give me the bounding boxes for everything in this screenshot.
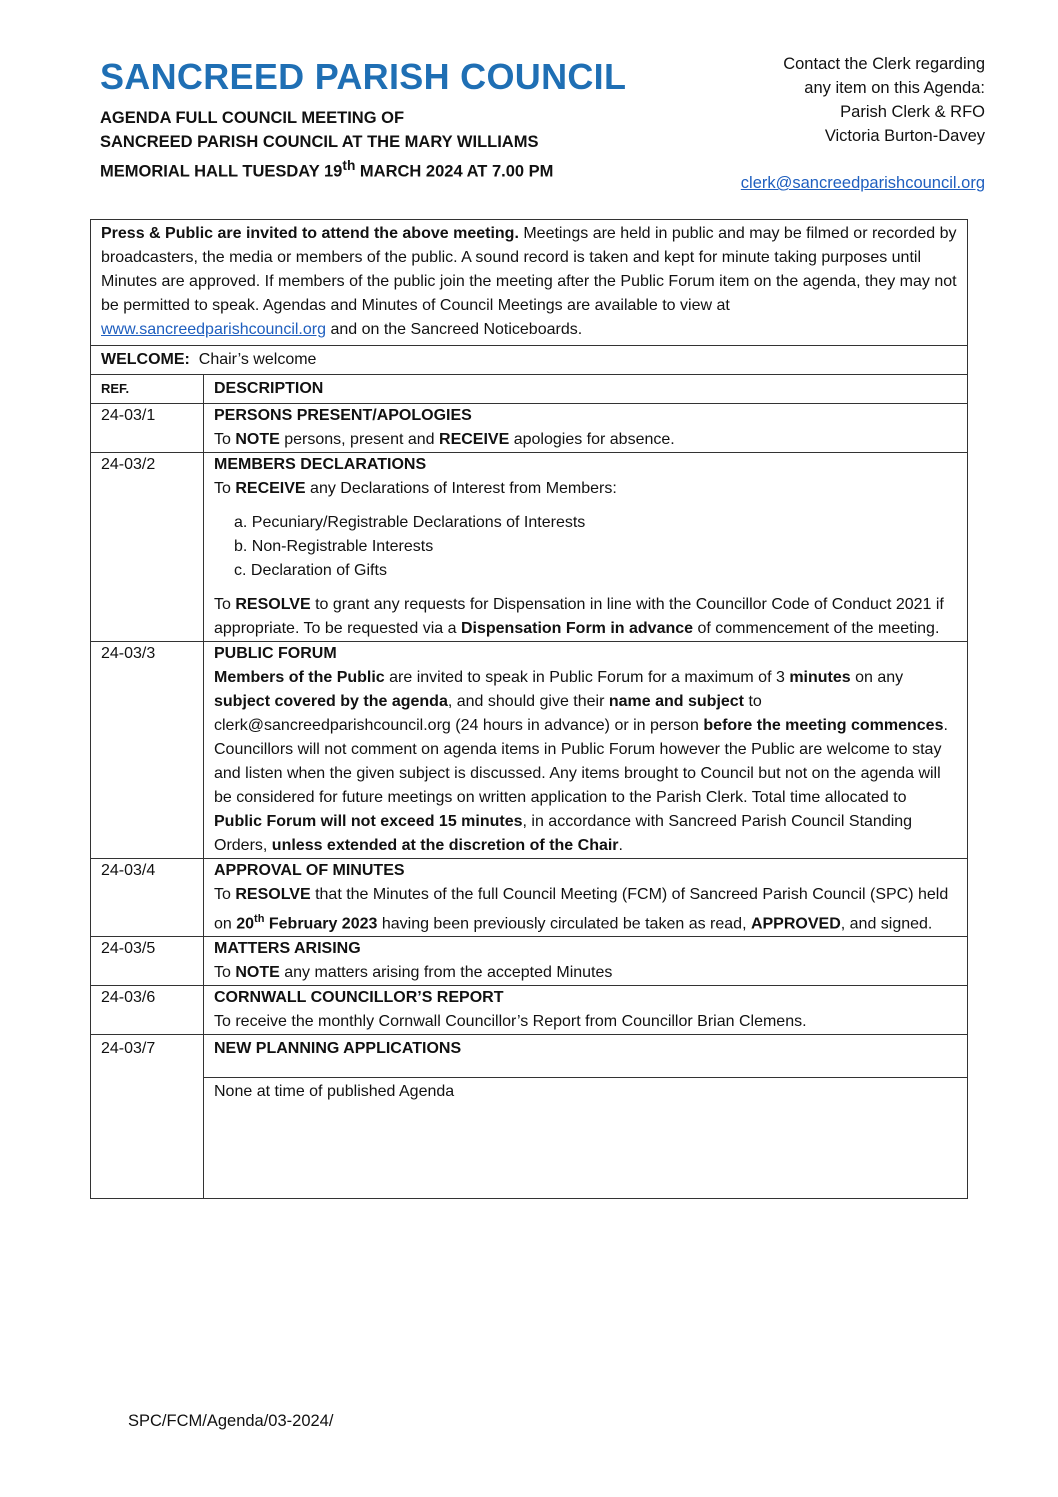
welcome-text: Chair’s welcome bbox=[198, 351, 317, 368]
meeting-subtitle bbox=[100, 107, 660, 184]
item-title: NEW PLANNING APPLICATIONS bbox=[214, 1040, 462, 1058]
agenda-item-row bbox=[91, 859, 968, 937]
item-text: None at time of published Agenda bbox=[204, 1078, 968, 1199]
item-text: To RESOLVE that the Minutes of the full Council Meeting (FCM) of Sancreed Parish Council (SPC) held on 20th February 2023 having been previously circulated be taken as read, APPROVED, and signed. bbox=[214, 886, 949, 933]
subtitle-line: SANCREED PARISH COUNCIL AT THE MARY WILLIAMS bbox=[100, 132, 539, 151]
subtitle-line: AGENDA FULL COUNCIL MEETING OF bbox=[100, 109, 405, 127]
agenda-item-row bbox=[91, 986, 968, 1035]
page-title: SANCREED PARISH COUNCIL bbox=[100, 56, 627, 97]
website-link[interactable]: www.sancreedparishcouncil.org bbox=[101, 321, 326, 338]
item-ref: 24-03/6 bbox=[91, 986, 204, 1035]
item-ref: 24-03/7 bbox=[91, 1035, 204, 1199]
description-header: DESCRIPTION bbox=[204, 375, 968, 404]
item-description bbox=[204, 986, 968, 1035]
declarations-list bbox=[234, 511, 957, 583]
intro-row bbox=[91, 220, 968, 346]
item-description bbox=[204, 404, 968, 453]
item-ref: 24-03/4 bbox=[91, 859, 204, 937]
item-description bbox=[204, 859, 968, 937]
item-ref: 24-03/1 bbox=[91, 404, 204, 453]
subtitle-text: MEMORIAL HALL TUESDAY 19 bbox=[100, 162, 343, 181]
item-title: MEMBERS DECLARATIONS bbox=[214, 456, 427, 473]
welcome-label: WELCOME: bbox=[101, 351, 190, 368]
agenda-item-row bbox=[91, 642, 968, 859]
agenda-item-row bbox=[91, 404, 968, 453]
item-title: CORNWALL COUNCILLOR’S REPORT bbox=[214, 989, 504, 1007]
agenda-item-row bbox=[91, 937, 968, 986]
contact-block bbox=[741, 52, 985, 195]
ref-header: REF. bbox=[91, 375, 204, 404]
list-item: a. Pecuniary/Registrable Declarations of Interests bbox=[234, 514, 586, 531]
document-reference: SPC/FCM/Agenda/03-2024/ bbox=[128, 1412, 334, 1430]
item-text: To NOTE persons, present and RECEIVE apologies for absence. bbox=[214, 431, 675, 448]
agenda-table bbox=[90, 219, 968, 1199]
item-text: To RESOLVE to grant any requests for Dispensation in line with the Councillor Code of Conduct 2021 if appropriate. To be requested via a Dispensation Form in advance of commencement of the meeting. bbox=[214, 596, 944, 637]
clerk-email-link[interactable]: clerk@sancreedparishcouncil.org bbox=[740, 174, 985, 192]
item-text: To RECEIVE any Declarations of Interest from Members: bbox=[214, 480, 617, 497]
subtitle-line bbox=[100, 154, 660, 184]
contact-line: Victoria Burton-Davey bbox=[824, 127, 985, 145]
contact-line: any item on this Agenda: bbox=[804, 79, 985, 97]
contact-line: Contact the Clerk regarding bbox=[783, 55, 985, 73]
ordinal-suffix: th bbox=[342, 158, 356, 173]
item-title: PUBLIC FORUM bbox=[214, 645, 337, 662]
item-ref: 24-03/5 bbox=[91, 937, 204, 986]
intro-body: and on the Sancreed Noticeboards. bbox=[326, 321, 583, 338]
item-title-cell bbox=[204, 1035, 968, 1078]
item-title: APPROVAL OF MINUTES bbox=[214, 862, 405, 879]
item-text: Members of the Public are invited to speak in Public Forum for a maximum of 3 minutes on any subject covered by the agenda, and should give their name and subject to clerk@sancreedparishcouncil.org (24 hours in advance) or in person before the meeting commences. Councillors will not comment on agenda items in Public Forum however the Public are welcome to stay and listen when the given subject is discussed. Any items brought to Council but not on the agenda will be considered for future meetings on written application to the Parish Clerk. Total time allocated to Public Forum will not exceed 15 minutes, in accordance with Sancreed Parish Council Standing Orders, unless extended at the discretion of the Chair. bbox=[214, 669, 948, 854]
item-text: To receive the monthly Cornwall Councillor’s Report from Councillor Brian Clemens. bbox=[214, 1013, 807, 1031]
list-item: c. Declaration of Gifts bbox=[234, 562, 387, 579]
contact-line: Parish Clerk & RFO bbox=[840, 103, 985, 121]
subtitle-text: MARCH 2024 AT 7.00 PM bbox=[355, 162, 554, 181]
item-title: PERSONS PRESENT/APOLOGIES bbox=[214, 407, 472, 424]
item-text: To NOTE any matters arising from the accepted Minutes bbox=[214, 964, 613, 982]
item-description bbox=[204, 642, 968, 859]
intro-text bbox=[91, 220, 968, 346]
item-description bbox=[204, 453, 968, 642]
table-header-row bbox=[91, 375, 968, 404]
intro-bold: Press & Public are invited to attend the above meeting. bbox=[101, 225, 519, 242]
agenda-item-row bbox=[91, 453, 968, 642]
item-ref: 24-03/3 bbox=[91, 642, 204, 859]
planning-body-row bbox=[91, 1078, 968, 1199]
item-description bbox=[204, 937, 968, 986]
agenda-item-row bbox=[91, 1035, 968, 1078]
item-ref: 24-03/2 bbox=[91, 453, 204, 642]
list-item: b. Non-Registrable Interests bbox=[234, 538, 434, 555]
item-title: MATTERS ARISING bbox=[214, 940, 361, 958]
welcome-row bbox=[91, 346, 968, 375]
intro-body: Meetings are held in public and may be filmed or recorded by broadcasters, the media or members of the public. A sound record is taken and kept for minute taking purposes until Minutes are approved. If members of the public join the meeting after the Public Forum item on the agenda, they may not be permitted to speak. Agendas and Minutes of Council Meetings are available to view at bbox=[101, 225, 957, 314]
